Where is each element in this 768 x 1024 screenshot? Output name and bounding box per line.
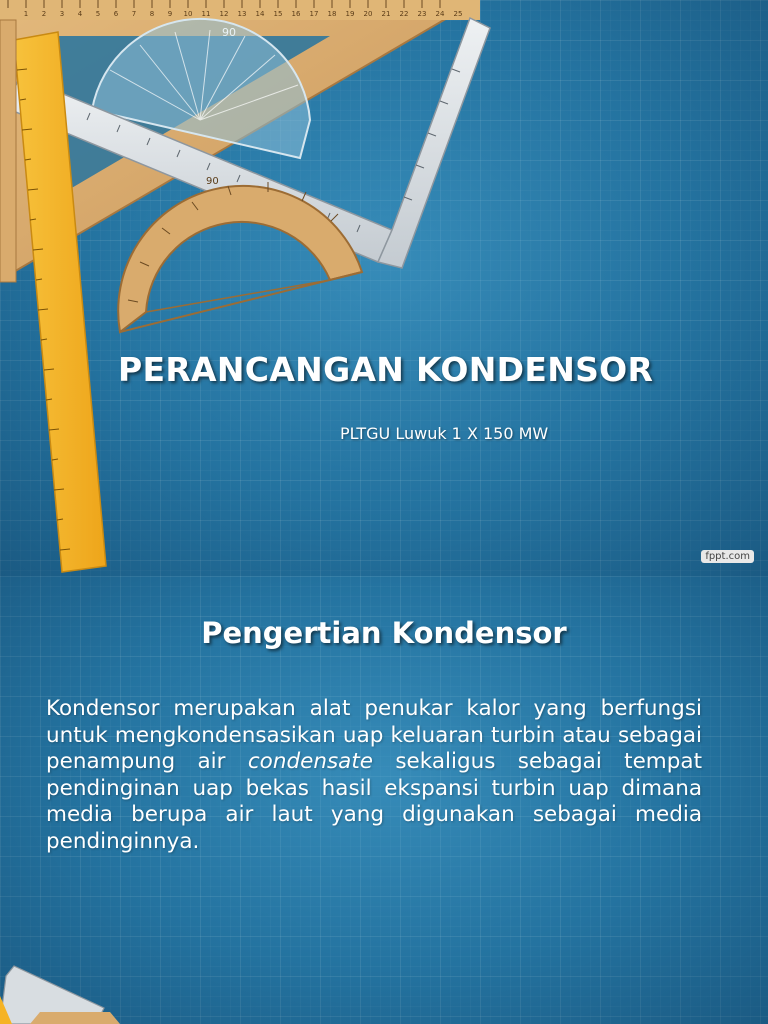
ruler-number: 9 (167, 10, 173, 18)
section-title: Pengertian Kondensor (201, 616, 567, 650)
content-slide (0, 576, 768, 1024)
ruler-number: 4 (77, 10, 83, 18)
ruler-number: 6 (113, 10, 119, 18)
ruler-number: 8 (149, 10, 155, 18)
ruler-number: 14 (255, 10, 265, 18)
definition-paragraph (46, 696, 702, 855)
ruler-number: 18 (327, 10, 337, 18)
paragraph-text-start: Kondensor merupakan alat penukar kalor yang berfungsi untuk mengkondensasikan uap keluaran turbin atau sebagai penampung air (46, 696, 702, 774)
left-ruler-edge-shape (0, 20, 16, 282)
ruler-number: 1 (23, 10, 29, 18)
ruler-number: 13 (237, 10, 247, 18)
ruler-number: 17 (309, 10, 319, 18)
ruler-number: 12 (219, 10, 229, 18)
italic-term: condensate (247, 749, 373, 774)
watermark-badge: fppt.com (701, 550, 754, 563)
ruler-number: 25 (453, 10, 463, 18)
ruler-number: 15 (273, 10, 283, 18)
ruler-number: 5 (95, 10, 101, 18)
protractor-label: 90 (222, 26, 236, 39)
ruler-number: 2 (41, 10, 47, 18)
paragraph-text-end: sekaligus sebagai tempat pendinginan uap bekas hasil ekspansi turbin uap dimana media berupa air laut yang digunakan sebagai media pendinginnya. (46, 749, 702, 854)
slide-title: PERANCANGAN KONDENSOR (118, 350, 654, 389)
ruler-number: 23 (417, 10, 427, 18)
ruler-number: 19 (345, 10, 355, 18)
corner-ruler-shape (0, 966, 120, 1024)
ruler-number: 22 (399, 10, 409, 18)
ruler-number: 11 (201, 10, 211, 18)
ruler-number: 3 (59, 10, 65, 18)
top-ruler-scale (0, 0, 480, 20)
ruler-number: 10 (183, 10, 193, 18)
ruler-number: 20 (363, 10, 373, 18)
wood-protractor-shape (118, 176, 362, 332)
ruler-number: 24 (435, 10, 445, 18)
slide-subtitle: PLTGU Luwuk 1 X 150 MW (340, 424, 549, 443)
ruler-number: 21 (381, 10, 391, 18)
ruler-number: 16 (291, 10, 301, 18)
protractor-label: 90 (206, 176, 219, 187)
ruler-number: 7 (131, 10, 137, 18)
